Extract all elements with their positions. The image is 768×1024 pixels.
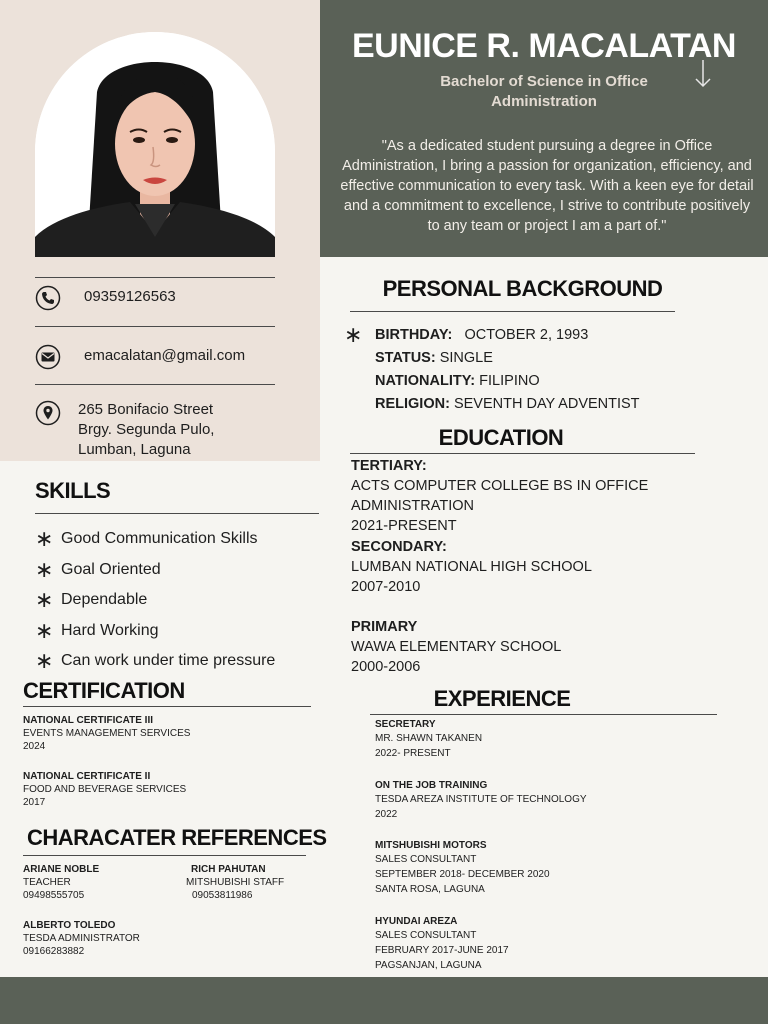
job-detail: 2022- PRESENT — [375, 748, 451, 759]
skills-heading: SKILLS — [35, 478, 111, 503]
divider — [35, 513, 319, 514]
experience-item — [375, 718, 755, 761]
job-detail: SANTA ROSA, LAGUNA — [375, 884, 485, 895]
personal-background-heading: PERSONAL BACKGROUND — [382, 276, 663, 301]
job-detail: 2022 — [375, 809, 398, 820]
reference-phone: 09498555705 — [23, 890, 85, 901]
education-heading: EDUCATION — [438, 425, 564, 450]
job-title: MITSHUBISHI MOTORS — [375, 840, 487, 851]
asterisk-icon: ∗ — [35, 556, 54, 582]
asterisk-icon: ∗ — [35, 617, 54, 643]
field-label: NATIONALITY: — [375, 373, 476, 389]
experience-item — [375, 779, 755, 822]
cert-year: 2024 — [23, 741, 46, 752]
field-value: FILIPINO — [479, 373, 540, 389]
edu-years: 2007-2010 — [351, 579, 421, 595]
job-detail: PAGSANJAN, LAGUNA — [375, 960, 482, 971]
job-title: ON THE JOB TRAINING — [375, 780, 488, 791]
profile-photo — [35, 32, 275, 257]
skill-label: Can work under time pressure — [61, 652, 276, 670]
list-item — [35, 646, 315, 677]
job-detail: FEBRUARY 2017-JUNE 2017 — [375, 945, 509, 956]
mail-icon — [35, 344, 61, 370]
edu-school: ACTS COMPUTER COLLEGE BS IN OFFICE ADMINISTRATION — [351, 478, 649, 514]
job-detail: TESDA AREZA INSTITUTE OF TECHNOLOGY — [375, 794, 587, 805]
field-label: BIRTHDAY: — [375, 327, 453, 343]
reference-item — [186, 863, 284, 902]
cert-year: 2017 — [23, 797, 46, 808]
job-title: SECRETARY — [375, 719, 436, 730]
personal-details — [375, 324, 640, 416]
list-item — [35, 585, 315, 616]
reference-item — [23, 919, 140, 958]
skill-label: Good Communication Skills — [61, 530, 258, 548]
certification-item — [23, 770, 186, 809]
profile-quote: "As a dedicated student pursuing a degree in Office Administration, I bring a passion for organization, efficiency, and effective communication to every task. With a keen eye for detail and a commitment to excellence, I strive to contribute positively to any team or project I am a part of." — [340, 138, 754, 234]
job-detail: MR. SHAWN TAKANEN — [375, 733, 483, 744]
phone-icon — [35, 285, 61, 311]
reference-name: RICH PAHUTAN — [191, 864, 266, 875]
cert-field: FOOD AND BEVERAGE SERVICES — [23, 784, 187, 795]
job-detail: SALES CONSULTANT — [375, 854, 477, 865]
asterisk-icon: ∗ — [35, 526, 54, 552]
religion-row — [375, 393, 640, 416]
field-value: SEVENTH DAY ADVENTIST — [453, 396, 640, 412]
location-pin-icon — [35, 400, 61, 426]
address-text — [78, 400, 214, 460]
divider — [23, 706, 311, 707]
contact-address — [35, 400, 295, 460]
asterisk-icon: ∗ — [35, 587, 54, 613]
email-text: emacalatan@gmail.com — [84, 347, 246, 364]
experience-heading: EXPERIENCE — [433, 686, 571, 711]
list-item — [35, 524, 315, 555]
contact-phone — [35, 285, 295, 311]
edu-level: PRIMARY — [351, 619, 418, 635]
education-tertiary — [351, 456, 761, 536]
edu-level: TERTIARY: — [351, 458, 427, 474]
field-label: STATUS: — [375, 350, 436, 366]
reference-name: ARIANE NOBLE — [23, 864, 100, 875]
edu-school: WAWA ELEMENTARY SCHOOL — [351, 639, 562, 655]
reference-item — [23, 863, 99, 902]
birthday-row — [375, 324, 640, 347]
candidate-name: EUNICE R. MACALATAN — [352, 27, 736, 65]
arrow-down-icon — [690, 58, 716, 90]
job-detail: SALES CONSULTANT — [375, 930, 477, 941]
education-secondary — [351, 537, 761, 597]
footer-bar — [0, 977, 768, 1024]
reference-phone: 09053811986 — [192, 890, 253, 901]
address-line: 265 Bonifacio Street — [78, 401, 214, 418]
field-value: OCTOBER 2, 1993 — [464, 327, 589, 343]
phone-text: 09359126563 — [84, 288, 176, 305]
skill-label: Hard Working — [61, 621, 159, 639]
cert-field: EVENTS MANAGEMENT SERVICES — [23, 728, 191, 739]
field-value: SINGLE — [439, 350, 493, 366]
address-line: Brgy. Segunda Pulo, — [78, 421, 215, 438]
divider — [350, 453, 695, 454]
experience-item — [375, 839, 755, 897]
asterisk-icon: ∗ — [344, 322, 363, 347]
reference-role: MITSHUBISHI STAFF — [186, 877, 285, 888]
reference-role: TESDA ADMINISTRATOR — [23, 933, 140, 944]
experience-item — [375, 915, 755, 973]
divider — [23, 855, 306, 856]
nationality-row — [375, 370, 640, 393]
reference-phone: 09166283882 — [23, 946, 85, 957]
edu-level: SECONDARY: — [351, 539, 447, 555]
degree-title: Bachelor of Science in Office Administration — [440, 73, 648, 110]
edu-school: LUMBAN NATIONAL HIGH SCHOOL — [351, 559, 592, 575]
job-detail: SEPTEMBER 2018- DECEMBER 2020 — [375, 869, 550, 880]
divider — [35, 277, 275, 278]
education-primary — [351, 617, 761, 677]
skills-list — [35, 524, 315, 677]
address-line: Lumban, Laguna — [78, 441, 191, 458]
divider — [35, 384, 275, 385]
reference-name: ALBERTO TOLEDO — [23, 920, 116, 931]
edu-years: 2000-2006 — [351, 659, 421, 675]
contact-email — [35, 344, 295, 370]
list-item — [35, 555, 315, 586]
references-heading: CHARACATER REFERENCES — [27, 825, 327, 850]
certification-heading: CERTIFICATION — [23, 678, 185, 703]
certification-item — [23, 714, 190, 753]
status-row — [375, 347, 640, 370]
cert-name: NATIONAL CERTIFICATE II — [23, 771, 151, 782]
divider — [350, 311, 675, 312]
divider — [370, 714, 717, 715]
cert-name: NATIONAL CERTIFICATE III — [23, 715, 153, 726]
reference-role: TEACHER — [23, 877, 71, 888]
job-title: HYUNDAI AREZA — [375, 916, 458, 927]
field-label: RELIGION: — [375, 396, 450, 412]
divider — [35, 326, 275, 327]
skill-label: Dependable — [61, 591, 148, 609]
edu-years: 2021-PRESENT — [351, 518, 457, 534]
list-item — [35, 616, 315, 647]
asterisk-icon: ∗ — [35, 648, 54, 674]
skill-label: Goal Oriented — [61, 560, 161, 578]
